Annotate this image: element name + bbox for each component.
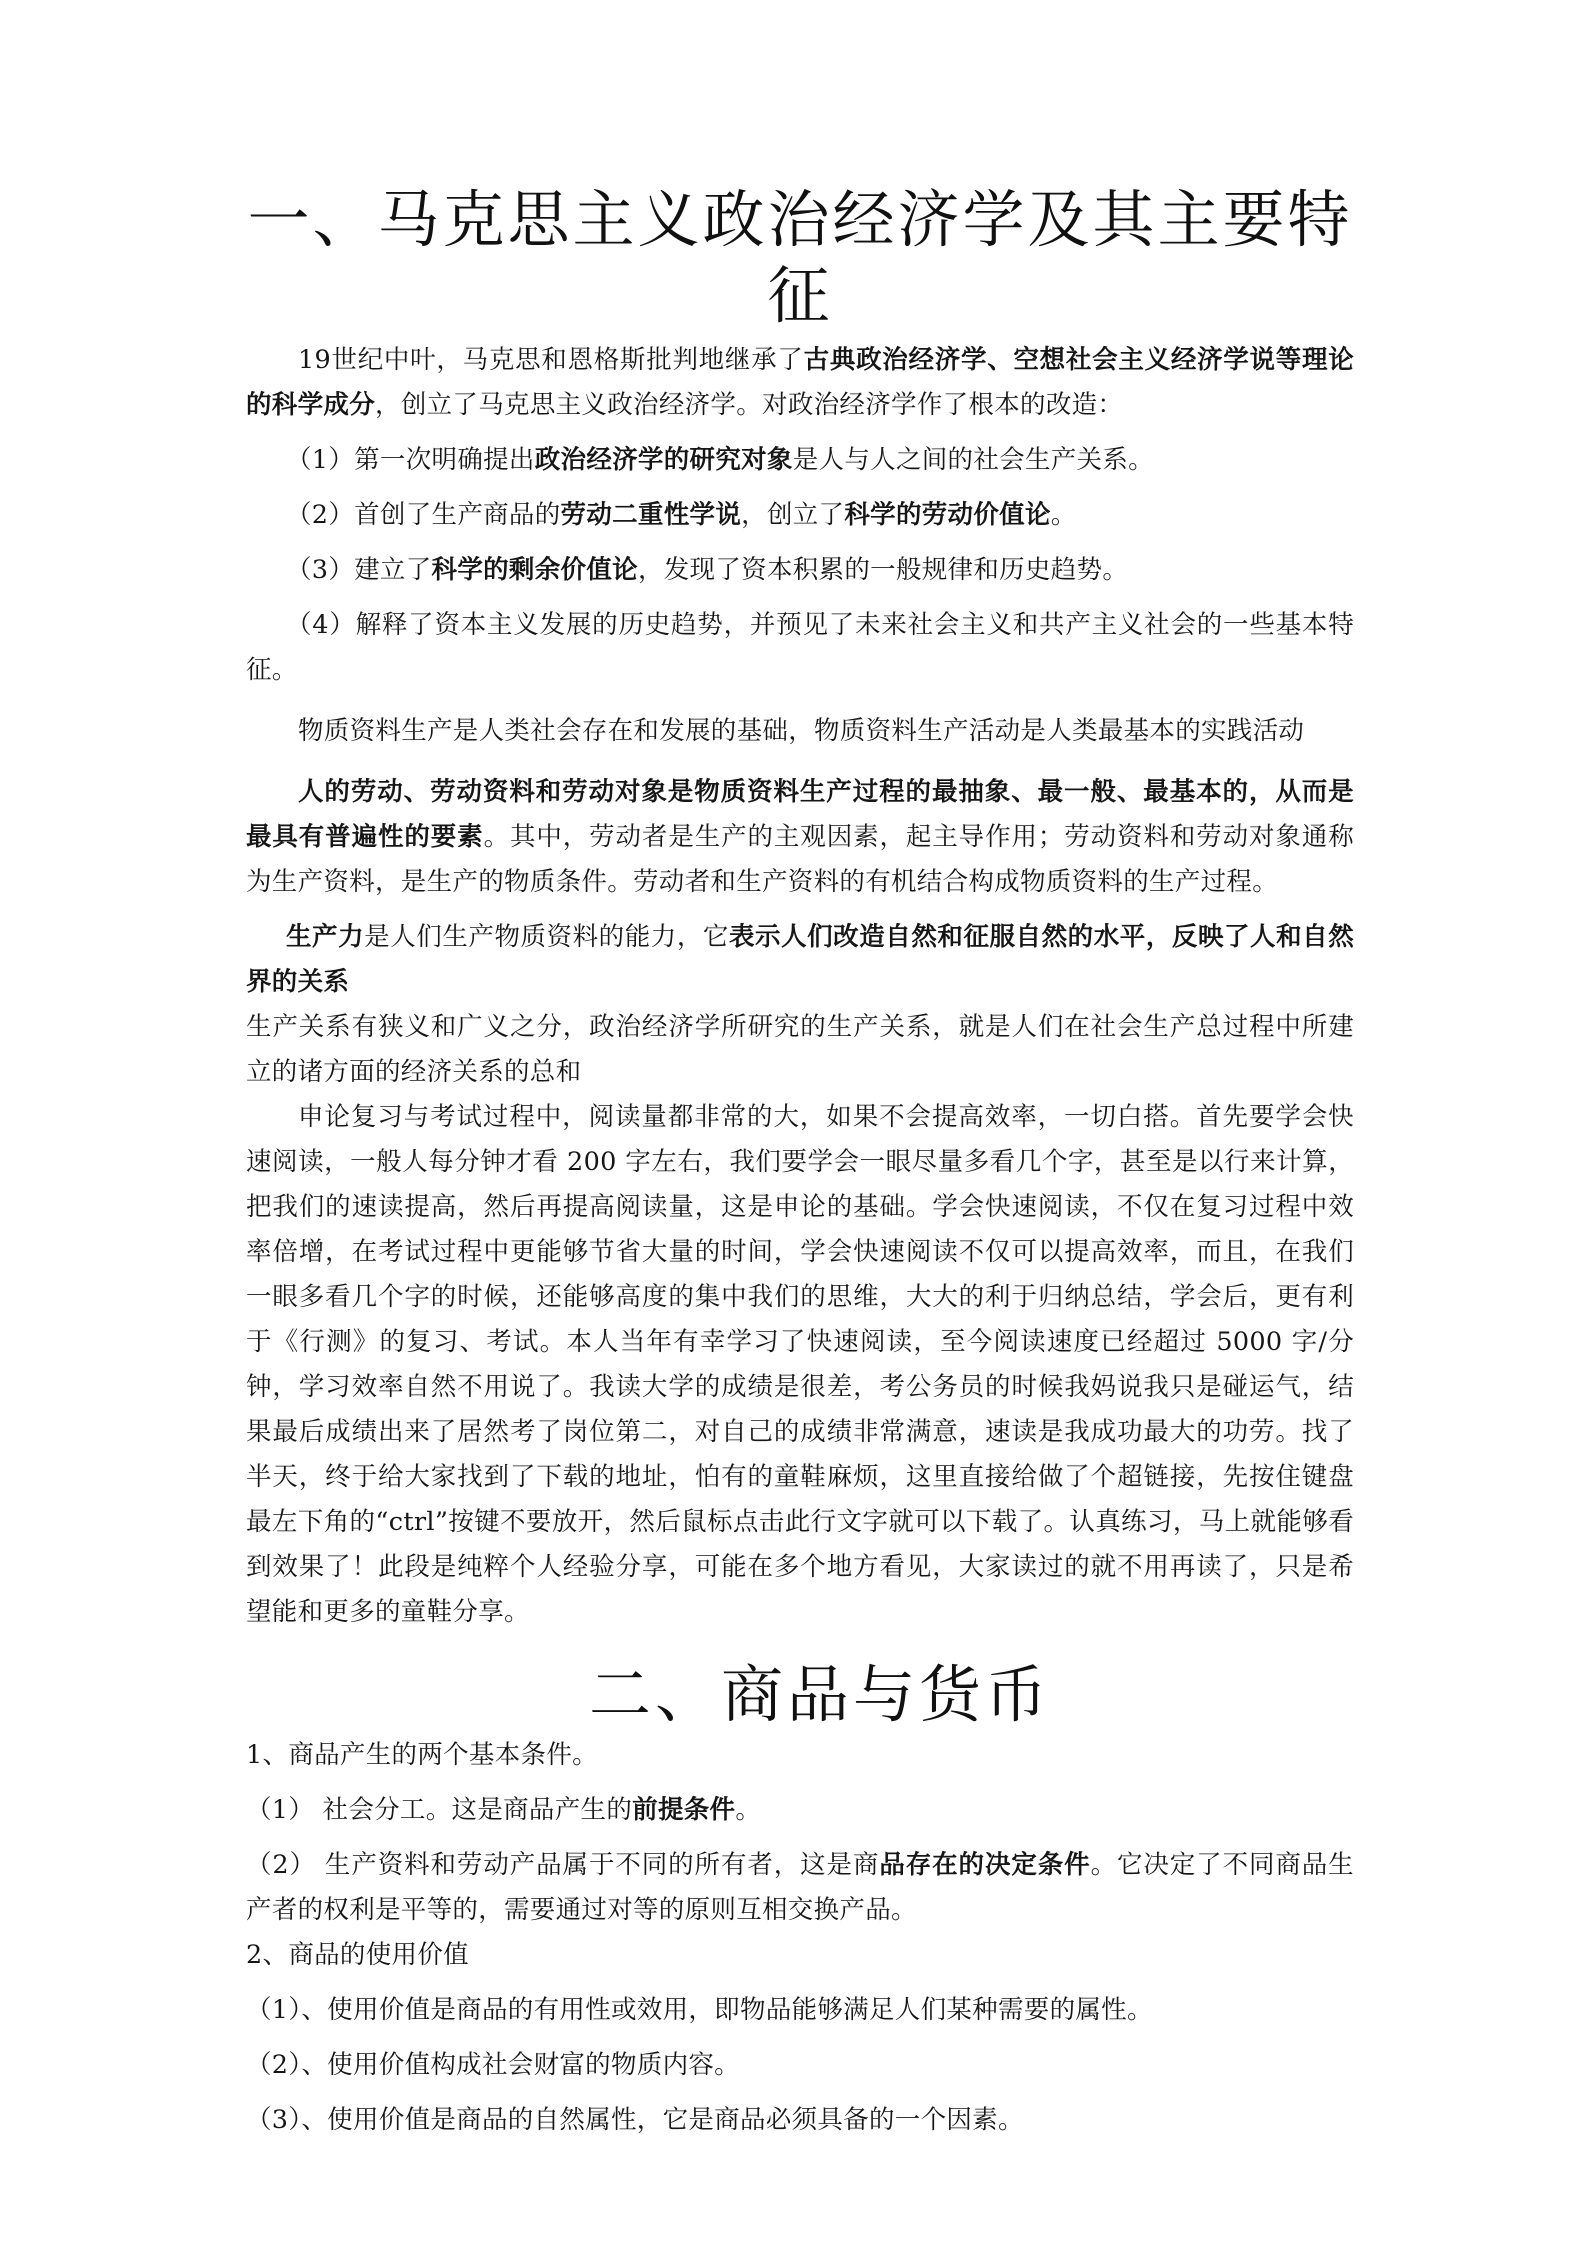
section-2-title: 二、商品与货币 [588,1658,1051,1731]
item2-bold-2: 科学的劳动价值论 [844,500,1051,530]
productivity-bold-1: 生产力 [286,922,365,952]
item1-bold-1: 政治经济学的研究对象 [534,445,793,475]
material-production-paragraph: 物质资料生产是人类社会存在和发展的基础，物质资料生产活动是人类最基本的实践活动 [298,716,1305,746]
productivity-paragraph [246,915,1354,1005]
item1-text-2: 是人与人之间的社会生产关系。 [792,445,1154,475]
list-item-2 [246,493,1354,538]
item3-text-1: （3）建立了 [286,555,432,585]
item2-text-3: 。 [1050,500,1077,530]
use-value-item-2: （2）、使用价值构成社会财富的物质内容。 [246,2050,740,2080]
condition-item-2 [246,1843,1354,1933]
item2-bold-1: 劳动二重性学说 [560,500,742,530]
item2-text-2: ，创立了 [741,500,845,530]
intro-bold-1: 古典政治经济学、空想社会主义经济学说等理论的科学成分 [246,345,1354,420]
intro-text-2: ，创立了马克思主义政治经济学。对政治经济学作了根本的改造： [375,390,1124,420]
use-value-heading: 2、商品的使用价值 [246,1940,469,1970]
item3-bold-1: 科学的剩余价值论 [431,555,638,585]
cond2-bold-1: 品存在的决定条件 [879,1850,1091,1880]
labor-elements-paragraph [246,770,1354,905]
conditions-heading: 1、商品产生的两个基本条件。 [246,1740,598,1770]
cond1-text-2: 。 [735,1795,762,1825]
speed-reading-paragraph: 申论复习与考试过程中，阅读量都非常的大，如果不会提高效率，一切白搭。首先要学会快速阅读，一般人每分钟才看 200 字左右，我们要学会一眼尽量多看几个字，甚至是以行来计算，把我们的速读提高，然后再提高阅读量，这是申论的基础。学会快速阅读，不仅在复习过程中效率倍增，在考试过程中更能够节省大量的时间，学会快速阅读不仅可以提高效率，而且，在我们一眼多看几个字的时候，还能够高度的集中我们的思维，大大的利于归纳总结，学会后，更有利于《行测》的复习、考试。本人当年有幸学习了快速阅读，至今阅读速度已经超过 5000 字/分钟，学习效率自然不用说了。我读大学的成绩是很差，考公务员的时候我妈说我只是碰运气，结果最后成绩出来了居然考了岗位第二，对自己的成绩非常满意，速读是我成功最大的功劳。找了半天，终于给大家找到了下载的地址，怕有的童鞋麻烦，这里直接给做了个超链接，先按住键盘最左下角的“ctrl”按键不要放开，然后鼠标点击此行文字就可以下载了。认真练习，马上就能够看到效果了！此段是纯粹个人经验分享，可能在多个地方看见，大家读过的就不用再读了，只是希望能和更多的童鞋分享。 [246,1102,1354,1627]
list-item-4: （4）解释了资本主义发展的历史趋势，并预见了未来社会主义和共产主义社会的一些基本特征。 [246,610,1354,685]
condition-item-1 [246,1788,1354,1833]
intro-paragraph [246,338,1354,428]
labor-text-1: 。其中，劳动者是生产的主观因素，起主导作用；劳动资料和劳动对象通称为生产资料，是生产的物质条件。劳动者和生产资料的有机结合构成物质资料的生产过程。 [246,822,1355,897]
item2-text-1: （2）首创了生产商品的 [286,500,561,530]
list-item-1 [246,438,1354,483]
use-value-item-3: （3）、使用价值是商品的自然属性，它是商品必须具备的一个因素。 [246,2105,1024,2135]
cond1-text-1: （1） 社会分工。这是商品产生的 [246,1795,633,1825]
list-item-3 [246,548,1354,593]
cond2-text-1: （2） 生产资料和劳动产品属于不同的所有者，这是商 [246,1850,880,1880]
section-1-title: 一、马克思主义政治经济学及其主要特征 [247,183,1353,332]
intro-text-1: 19世纪中叶，马克思和恩格斯批判地继承了 [298,345,804,375]
productivity-text-1: 是人们生产物质资料的能力，它 [364,922,729,952]
item3-text-2: ，发现了资本积累的一般规律和历史趋势。 [637,555,1129,585]
use-value-item-1: （1）、使用价值是商品的有用性或效用，即物品能够满足人们某种需要的属性。 [246,1995,1153,2025]
labor-bold-1: 人的劳动、劳动资料和劳动对象是物质资料生产过程的最抽象、最一般、最基本的，从而是最具有普遍性的要素 [246,777,1354,852]
page-content [246,182,1354,2143]
cond2-text-2: 。它决定了不同商品生产者的权利是平等的，需要通过对等的原则互相交换产品。 [246,1850,1354,1925]
item1-text-1: （1）第一次明确提出 [286,445,535,475]
cond1-bold-1: 前提条件 [632,1795,736,1825]
productivity-bold-2: 表示人们改造自然和征服自然的水平，反映了人和自然界的关系 [246,922,1355,997]
production-relations-paragraph: 生产关系有狭义和广义之分，政治经济学所研究的生产关系，就是人们在社会生产总过程中所建立的诸方面的经济关系的总和 [246,1012,1354,1087]
